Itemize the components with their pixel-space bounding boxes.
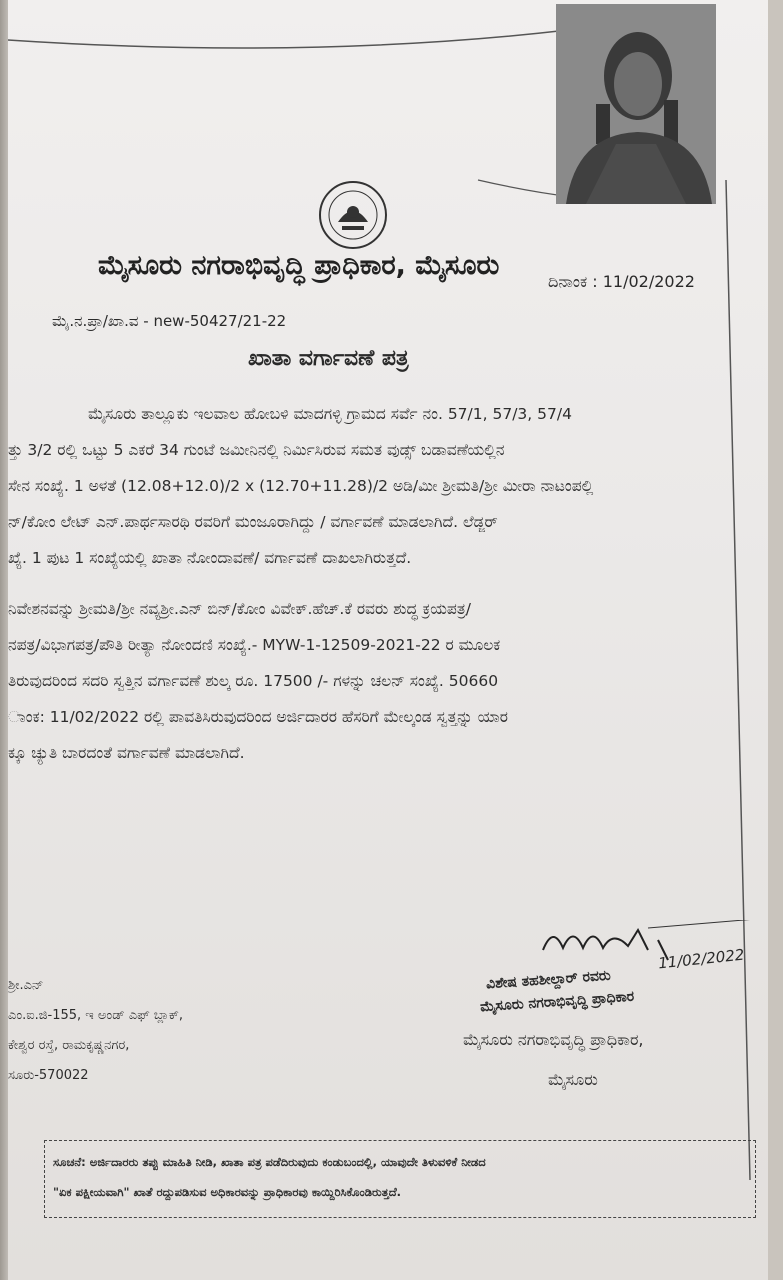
notice-line: ಸೂಚನೆ: ಅರ್ಜಿದಾರರು ತಪ್ಪು ಮಾಹಿತಿ ನೀಡಿ, ಖಾತಾ ಪತ್ರ ಪಡೆದಿರುವುದು ಕಂಡುಬಂದಲ್ಲಿ, ಯಾವುದೇ ತಿಳುವಳಿಕೆ ನೀಡದ (53, 1155, 486, 1169)
addressee-line: ಸೂರು-570022 (8, 1068, 89, 1083)
document-subject: ಖಾತಾ ವರ್ಗಾವಣೆ ಪತ್ರ (248, 346, 409, 371)
body-line: ನಪತ್ರ/ವಿಭಾಗಪತ್ರ/ಪೌತಿ ರೀತ್ಯಾ ನೋಂದಣಿ ಸಂಖ್ಯೆ.- MYW-1-12509-2021-22 ರ ಮೂಲಕ (8, 636, 501, 654)
notice-box (44, 1140, 756, 1218)
authority-seal-icon (318, 180, 388, 250)
notice-line: "ಏಕ ಪಕ್ಷೀಯವಾಗಿ" ಖಾತೆ ರದ್ದುಪಡಿಸುವ ಅಧಿಕಾರವನ್ನು ಪ್ರಾಧಿಕಾರವು ಕಾಯ್ದಿರಿಸಿಕೊಂಡಿರುತ್ತದೆ. (53, 1185, 402, 1199)
issue-date: ದಿನಾಂಕ : 11/02/2022 (548, 272, 695, 291)
signatory-designation: ವಿಶೇಷ ತಹಶೀಲ್ದಾರ್ ರವರು (485, 967, 612, 993)
body-line: ಕ್ಕೂ ಚ್ಯುತಿ ಬಾರದಂತೆ ವರ್ಗಾವಣೆ ಮಾಡಲಾಗಿದೆ. (8, 744, 245, 762)
authority-title: ಮೈಸೂರು ನಗರಾಭಿವೃದ್ಧಿ ಪ್ರಾಧಿಕಾರ, ಮೈಸೂರು (98, 250, 500, 281)
signatory-city: ಮೈಸೂರು (548, 1070, 598, 1089)
addressee-line: ಎಂ.ಐ.ಜಿ-155, ಇ ಅಂಡ್ ಎಫ್ ಬ್ಲಾಕ್, (8, 1008, 184, 1023)
document-sheet (8, 0, 768, 1280)
addressee-name: ಶ್ರೀ.ಎನ್ (8, 978, 44, 993)
body-line: ಮೈಸೂರು ತಾಲ್ಲೂಕು ಇಲವಾಲ ಹೋಬಳಿ ಮಾದಗಳ್ಳಿ ಗ್ರಾಮದ ಸರ್ವೆ ನಂ. 57/1, 57/3, 57/4 (88, 405, 572, 423)
body-line: ಾಂಕ: 11/02/2022 ರಲ್ಲಿ ಪಾವತಿಸಿರುವುದರಿಂದ ಅರ್ಜಿದಾರರ ಹೆಸರಿಗೆ ಮೇಲ್ಕಂಡ ಸ್ವತ್ತನ್ನು ಯಾರ (8, 708, 508, 726)
body-line: ತ್ತು 3/2 ರಲ್ಲಿ ಒಟ್ಟು 5 ಎಕರೆ 34 ಗುಂಟೆ ಜಮೀನಿನಲ್ಲಿ ನಿರ್ಮಿಸಿರುವ ಸಮತ ವುಡ್ಸ್ ಬಡಾವಣೆಯಲ್ಲಿನ (8, 441, 505, 459)
body-line: ನಿವೇಶನವನ್ನು ಶ್ರೀಮತಿ/ಶ್ರೀ ನವ್ಯಶ್ರೀ.ಎನ್ ಬಿನ್/ಕೋಂ ವಿವೇಕ್.ಹೆಚ್.ಕೆ ರವರು ಶುದ್ಧ ಕ್ರಯಪತ್ರ/ (8, 600, 471, 618)
signatory-office: ಮೈಸೂರು ನಗರಾಭಿವೃದ್ಧಿ ಪ್ರಾಧಿಕಾರ (479, 988, 635, 1016)
body-line: ನ್/ಕೋಂ ಲೇಟ್ ಎನ್.ಪಾರ್ಥಸಾರಥಿ ರವರಿಗೆ ಮಂಜೂರಾಗಿದ್ದು / ವರ್ಗಾವಣೆ ಮಾಡಲಾಗಿದೆ. ಲೆಡ್ಜರ್ (8, 513, 498, 531)
addressee-line: ಕೇಶ್ವರ ರಸ್ತೆ, ರಾಮಕೃಷ್ಣನಗರ, (8, 1038, 130, 1053)
signatory-authority: ಮೈಸೂರು ನಗರಾಭಿವೃದ್ಧಿ ಪ್ರಾಧಿಕಾರ, (463, 1030, 644, 1049)
reference-number: ಮೈ.ನ.ಪ್ರಾ/ಖಾ.ವ - new-50427/21-22 (52, 312, 287, 330)
body-line: ಖ್ಯೆ. 1 ಪುಟ 1 ಸಂಖ್ಯೆಯಲ್ಲಿ ಖಾತಾ ನೋಂದಾವಣೆ/ ವರ್ಗಾವಣೆ ದಾಖಲಾಗಿರುತ್ತದೆ. (8, 549, 412, 567)
applicant-photo (556, 4, 716, 204)
body-line: ಸೇನ ಸಂಖ್ಯೆ. 1 ಅಳತೆ (12.08+12.0)/2 x (12.70+11.28)/2 ಅಡಿ/ಮೀ ಶ್ರೀಮತಿ/ಶ್ರೀ ಮೀರಾ ನಾಟಂಪಲ್ಲಿ (8, 477, 594, 495)
body-line: ತಿರುವುದರಿಂದ ಸದರಿ ಸ್ವತ್ತಿನ ವರ್ಗಾವಣೆ ಶುಲ್ಕ ರೂ. 17500 /- ಗಳನ್ನು ಚಲನ್ ಸಂಖ್ಯೆ. 50660 (8, 672, 499, 690)
signature-date: 11/02/2022 (657, 945, 746, 973)
